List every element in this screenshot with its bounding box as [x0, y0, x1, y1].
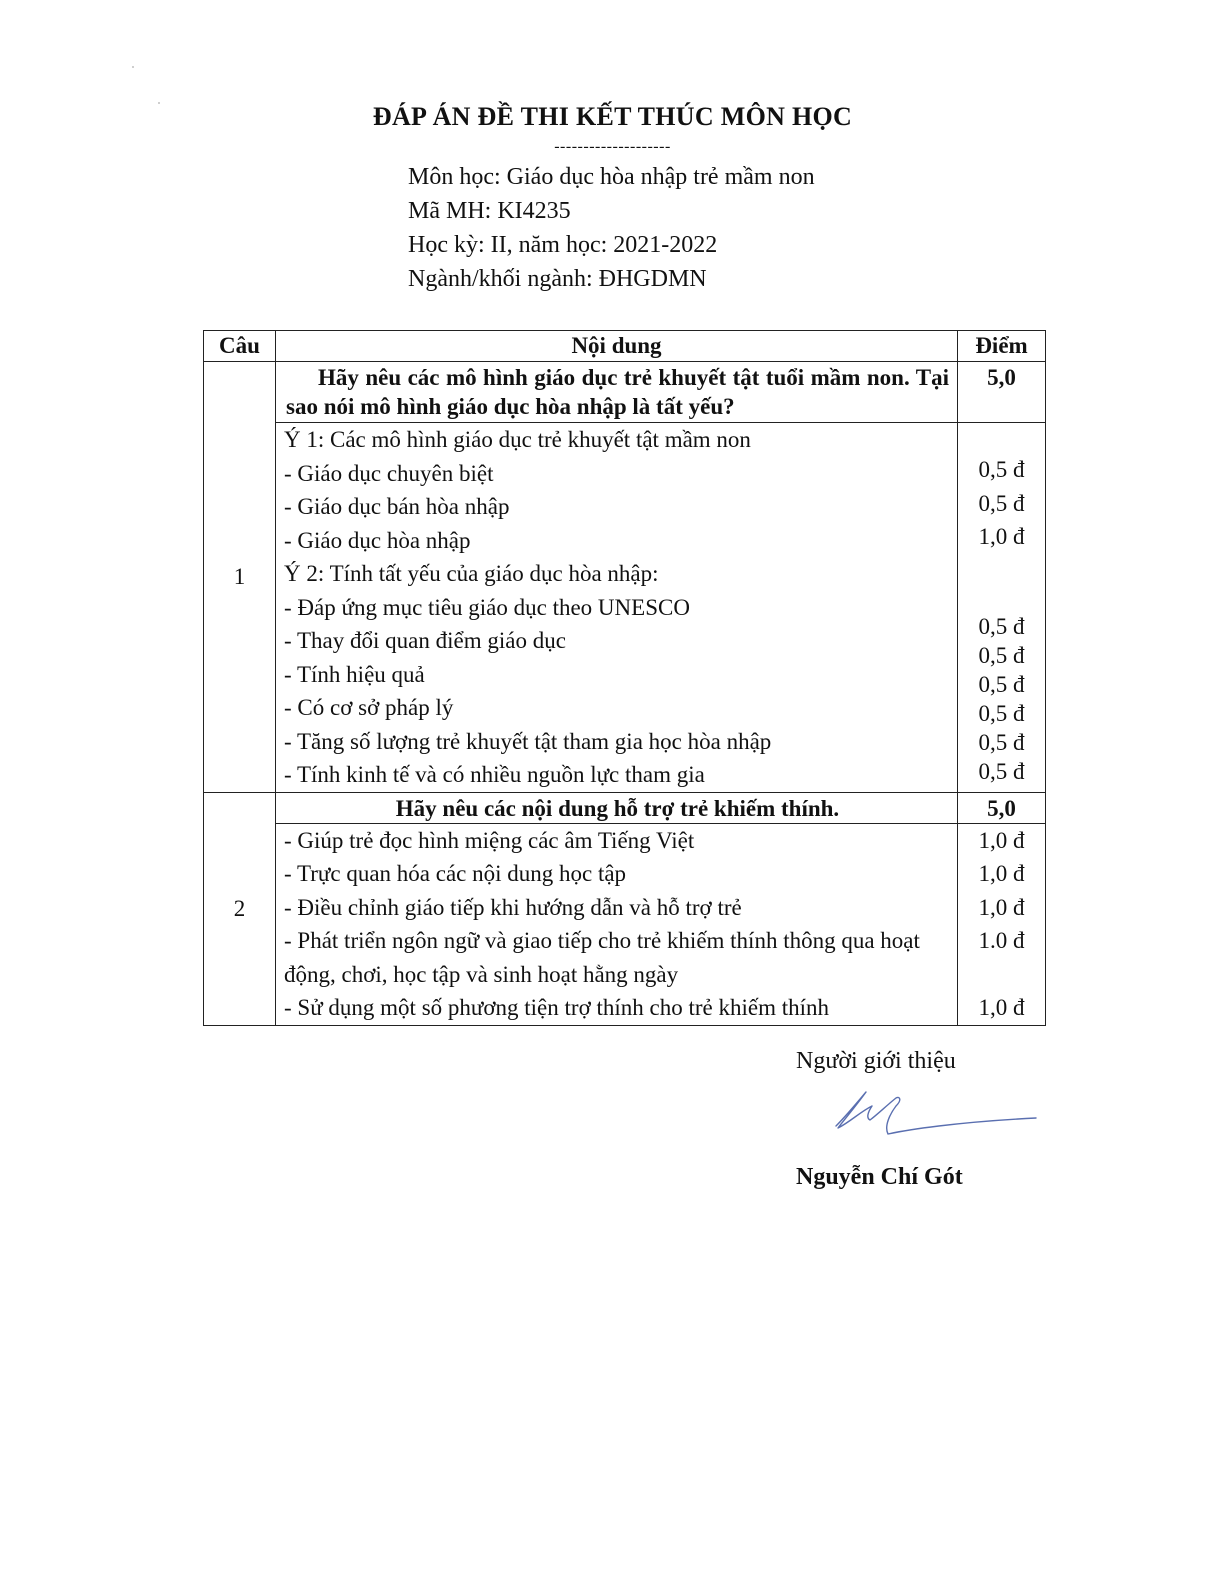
q2-question-row — [204, 792, 1046, 823]
list-item: Ý 1: Các mô hình giáo dục trẻ khuyết tật mầm non — [284, 427, 751, 452]
point-value: 0,5 đ — [978, 671, 1025, 697]
point-value: 0,5 đ — [978, 457, 1025, 482]
q1-answer-lines — [276, 423, 958, 793]
exam-metadata — [408, 160, 815, 296]
list-item: - Thay đổi quan điểm giáo dục — [284, 628, 566, 653]
list-item: - Giáo dục bán hòa nhập — [284, 494, 510, 519]
answer-table — [203, 330, 1046, 1026]
handwritten-signature — [826, 1082, 1042, 1146]
point-value: 1,0 đ — [978, 524, 1025, 549]
subject-line: Môn học: Giáo dục hòa nhập trẻ mầm non — [408, 164, 815, 190]
q1-question-row — [204, 362, 1046, 423]
list-item: - Có cơ sở pháp lý — [284, 695, 454, 720]
course-code-line: Mã MH: KI4235 — [408, 198, 571, 224]
header-cau: Câu — [204, 331, 276, 362]
list-item: - Giáo dục hòa nhập — [284, 527, 471, 553]
signer-name: Nguyễn Chí Gót — [796, 1164, 963, 1190]
point-value: 0,5 đ — [978, 613, 1025, 639]
list-item: - Tính hiệu quả — [284, 661, 425, 687]
list-item: - Đáp ứng mục tiêu giáo dục theo UNESCO — [284, 594, 690, 620]
list-item: - Tăng số lượng trẻ khuyết tật tham gia học hòa nhập — [284, 728, 772, 754]
list-item: - Giúp trẻ đọc hình miệng các âm Tiếng Việt — [284, 827, 695, 853]
q2-points — [958, 823, 1046, 1025]
list-item: - Điều chỉnh giáo tiếp khi hướng dẫn và hỗ trợ trẻ — [284, 894, 742, 920]
header-diem: Điểm — [958, 331, 1046, 362]
q2-total-score: 5,0 — [958, 792, 1046, 823]
list-item: - Giáo dục chuyên biệt — [284, 460, 494, 486]
point-value: 0,5 đ — [978, 642, 1025, 668]
q1-number: 1 — [204, 362, 276, 793]
header-noi-dung: Nội dung — [276, 331, 958, 362]
q1-total-score: 5,0 — [958, 362, 1046, 423]
list-item: - Tính kinh tế và có nhiều nguồn lực tham gia — [284, 762, 705, 787]
list-item: - Sử dụng một số phương tiện trợ thính cho trẻ khiếm thính — [284, 995, 829, 1020]
table-header-row — [204, 331, 1046, 362]
q2-answer-lines — [276, 823, 958, 1025]
point-value: 1,0 đ — [978, 894, 1025, 920]
q2-answer-row — [204, 823, 1046, 1025]
point-value: 0,5 đ — [978, 758, 1025, 784]
list-item: - Phát triển ngôn ngữ và giao tiếp cho trẻ khiếm thính thông qua hoạt động, chơi, học tập và sinh hoạt hằng ngày — [284, 928, 920, 987]
point-value: 1,0 đ — [978, 827, 1025, 853]
point-value: 0,5 đ — [978, 700, 1025, 726]
point-value: 1,0 đ — [978, 861, 1025, 886]
q1-points — [958, 423, 1046, 793]
q1-question: Hãy nêu các mô hình giáo dục trẻ khuyết tật tuổi mầm non. Tại sao nói mô hình giáo dục hòa nhập là tất yếu? — [276, 362, 958, 423]
list-item: Ý 2: Tính tất yếu của giáo dục hòa nhập: — [284, 561, 659, 586]
q2-question: Hãy nêu các nội dung hỗ trợ trẻ khiếm thính. — [276, 792, 958, 823]
point-value: 0,5 đ — [978, 729, 1025, 755]
scan-speck — [132, 66, 134, 68]
document-title: ĐÁP ÁN ĐỀ THI KẾT THÚC MÔN HỌC — [372, 102, 853, 131]
title-divider: -------------------- — [554, 138, 671, 155]
q1-answer-row — [204, 423, 1046, 793]
point-value: 1.0 đ — [978, 928, 1025, 953]
list-item: - Trực quan hóa các nội dung học tập — [284, 861, 627, 886]
point-value: 0,5 đ — [978, 490, 1025, 516]
signer-role: Người giới thiệu — [796, 1048, 956, 1074]
point-value: 1,0 đ — [978, 995, 1025, 1020]
term-line: Học kỳ: II, năm học: 2021-2022 — [408, 232, 718, 258]
q2-number: 2 — [204, 792, 276, 1025]
major-line: Ngành/khối ngành: ĐHGDMN — [408, 266, 707, 292]
